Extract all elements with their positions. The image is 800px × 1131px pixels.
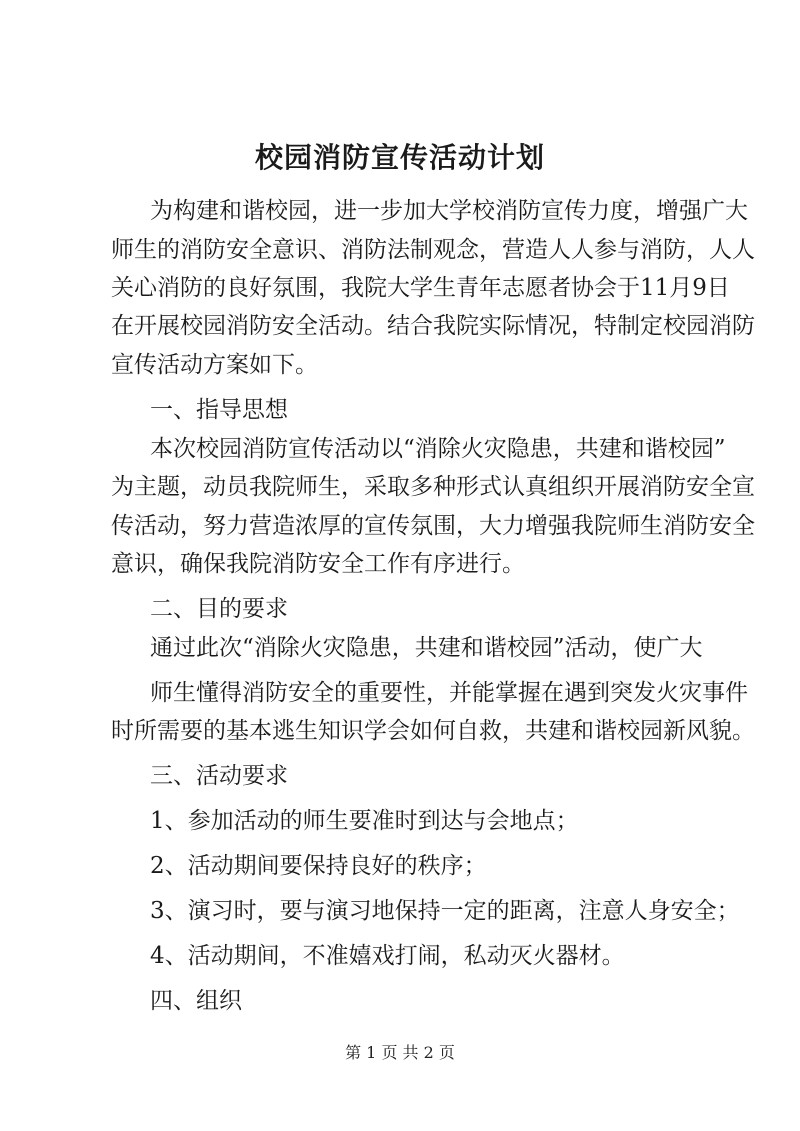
paragraph-line: 本次校园消防宣传活动以“消除火灾隐患，共建和谐校园” bbox=[150, 436, 726, 462]
page-number-footer: 第 1 页 共 2 页 bbox=[345, 1043, 455, 1062]
section-heading: 四、组织 bbox=[150, 988, 242, 1014]
list-item: 2、活动期间要保持良好的秩序； bbox=[150, 853, 487, 879]
paragraph-line: 关心消防的良好氛围，我院大学生青年志愿者协会于11月9日 bbox=[111, 275, 730, 301]
list-item: 4、活动期间，不准嬉戏打闹，私动灭火器材。 bbox=[150, 943, 625, 969]
list-item: 1、参加活动的师生要准时到达与会地点； bbox=[150, 808, 579, 834]
document-title: 校园消防宣传活动计划 bbox=[254, 141, 545, 174]
paragraph-line: 为主题，动员我院师生，采取多种形式认真组织开展消防安全宣 bbox=[111, 474, 755, 500]
paragraph-line: 通过此次“消除火灾隐患，共建和谐校园”活动，使广大 bbox=[150, 635, 703, 661]
section-heading: 二、目的要求 bbox=[150, 596, 288, 622]
paragraph-line: 传活动，努力营造浓厚的宣传氛围，大力增强我院师生消防安全 bbox=[111, 513, 755, 539]
paragraph-line: 师生的消防安全意识、消防法制观念，营造人人参与消防，人人 bbox=[111, 237, 755, 263]
list-item: 3、演习时，要与演习地保持一定的距离，注意人身安全； bbox=[150, 898, 740, 924]
paragraph-line: 意识，确保我院消防安全工作有序进行。 bbox=[111, 551, 525, 577]
paragraph-line: 宣传活动方案如下。 bbox=[111, 352, 318, 378]
section-heading: 三、活动要求 bbox=[150, 763, 288, 789]
section-heading: 一、指导思想 bbox=[150, 397, 288, 423]
paragraph-line: 为构建和谐校园，进一步加大学校消防宣传力度，增强广大 bbox=[150, 198, 748, 224]
paragraph-line: 在开展校园消防安全活动。结合我院实际情况，特制定校园消防 bbox=[111, 313, 755, 339]
paragraph-line: 时所需要的基本逃生知识学会如何自救，共建和谐校园新风貌。 bbox=[111, 718, 755, 744]
paragraph-line: 师生懂得消防安全的重要性，并能掌握在遇到突发火灾事件 bbox=[150, 680, 748, 706]
